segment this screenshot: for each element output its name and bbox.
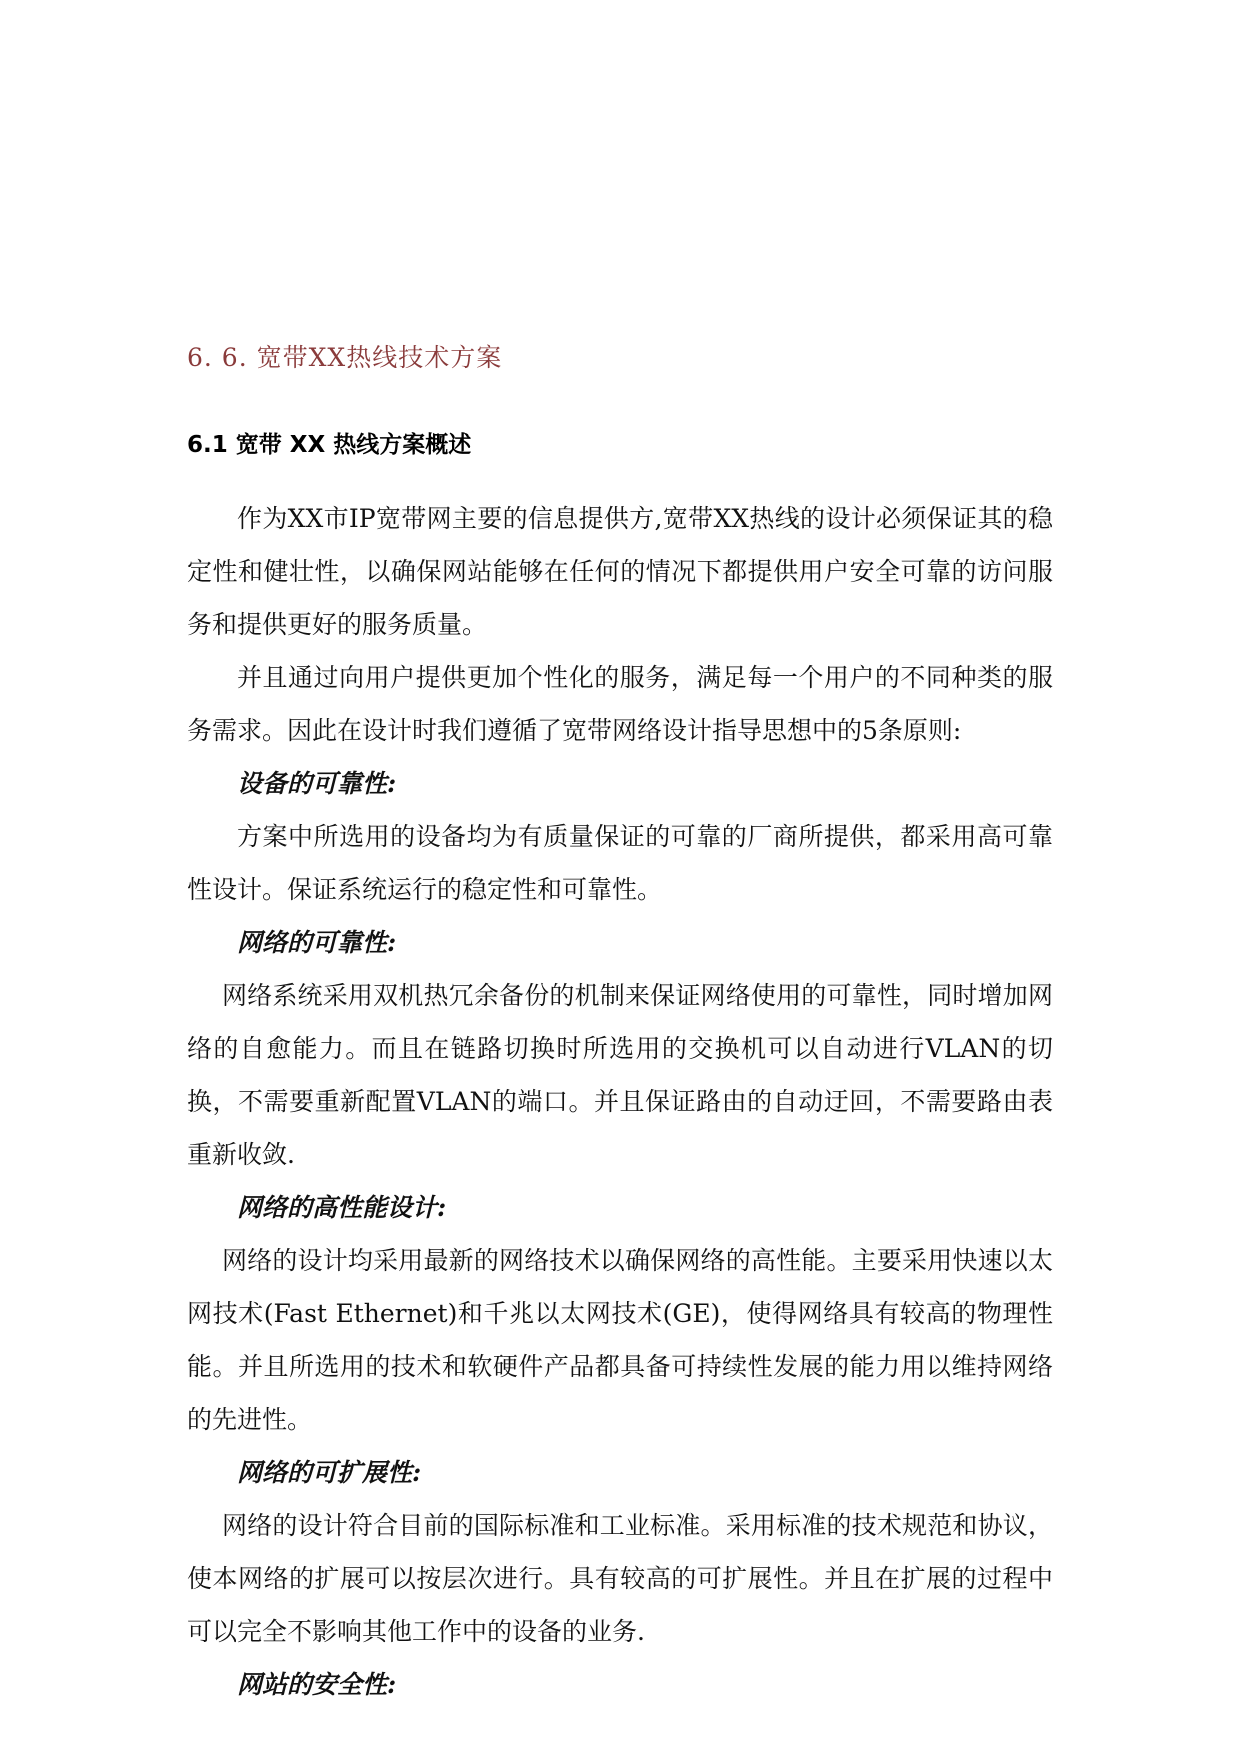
principle-heading-network-reliability: 网络的可靠性: [237,928,397,957]
chapter-title: 6. 6. 宽带XX热线技术方案 [187,343,503,372]
principle-text-network-reliability: 网络系统采用双机热冗余备份的机制来保证网络使用的可靠性，同时增加网络的自愈能力。而且在链路切换时所选用的交换机可以自动进行VLAN的切换，不需要重新配置VLAN的端口。并且保证路由的自动迂回，不需要路由表重新收敛. [187,981,1053,1169]
principle-text-scalability: 网络的设计符合目前的国际标准和工业标准。采用标准的技术规范和协议，使本网络的扩展可以按层次进行。具有较高的可扩展性。并且在扩展的过程中可以完全不影响其他工作中的设备的业务. [187,1511,1053,1646]
body-text [187,492,1053,1711]
principle-heading-scalability: 网络的可扩展性: [237,1458,422,1487]
principle-heading-device-reliability: 设备的可靠性: [237,769,397,798]
intro-paragraph-2: 并且通过向用户提供更加个性化的服务，满足每一个用户的不同种类的服务需求。因此在设计时我们遵循了宽带网络设计指导思想中的5条原则: [187,663,1053,745]
principle-text-high-performance: 网络的设计均采用最新的网络技术以确保网络的高性能。主要采用快速以太网技术(Fast Ethernet)和千兆以太网技术(GE)，使得网络具有较高的物理性能。并且所选用的技术和软硬件产品都具备可持续性发展的能力用以维持网络的先进性。 [187,1246,1053,1434]
principle-text-device-reliability: 方案中所选用的设备均为有质量保证的可靠的厂商所提供，都采用高可靠性设计。保证系统运行的稳定性和可靠性。 [187,822,1053,904]
section-title: 6.1 宽带 XX 热线方案概述 [187,432,472,458]
intro-paragraph-1: 作为XX市IP宽带网主要的信息提供方,宽带XX热线的设计必须保证其的稳定性和健壮性，以确保网站能够在任何的情况下都提供用户安全可靠的访问服务和提供更好的服务质量。 [187,504,1053,639]
principle-heading-website-security: 网站的安全性: [237,1670,397,1699]
principle-heading-high-performance: 网络的高性能设计: [237,1193,447,1222]
